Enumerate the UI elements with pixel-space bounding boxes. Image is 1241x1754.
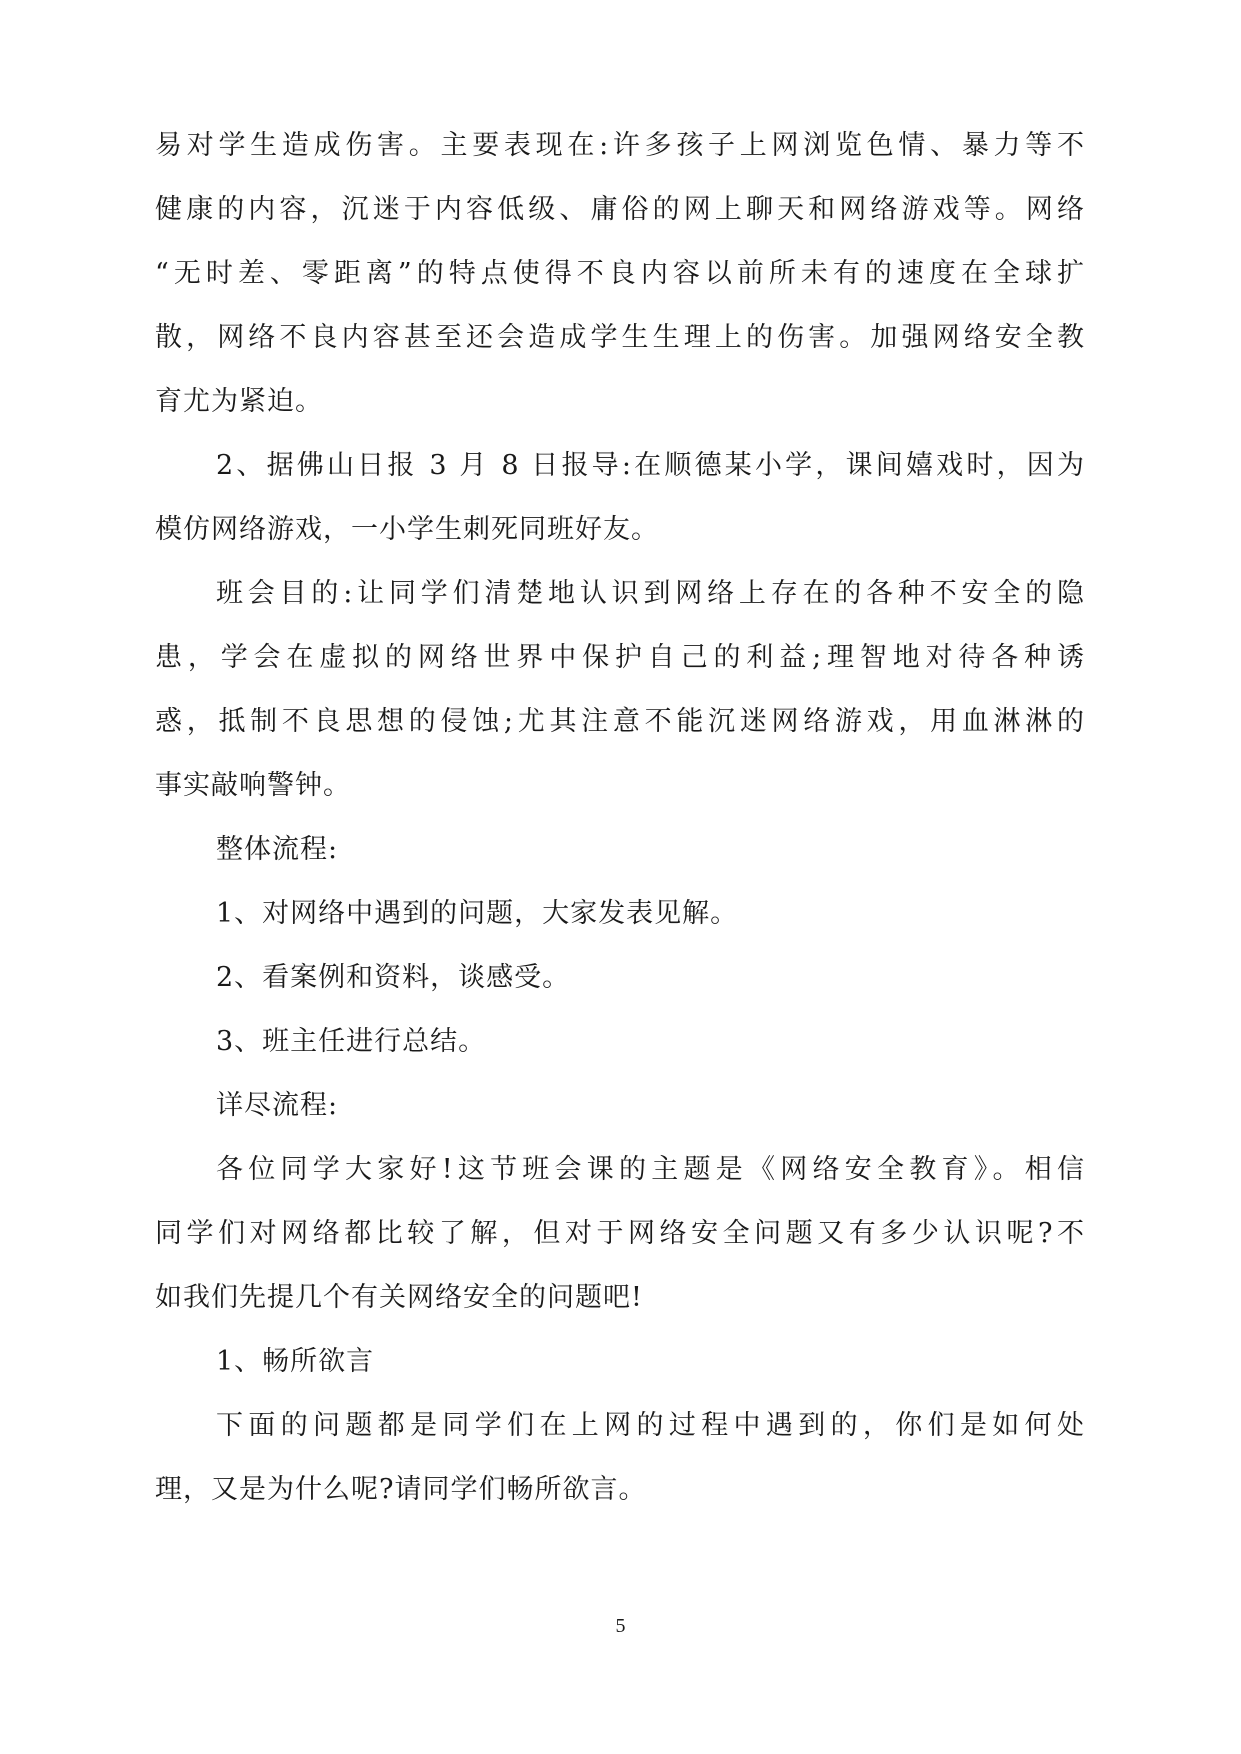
paragraph-line: 理，又是为什么呢?请同学们畅所欲言。 (155, 1474, 647, 1505)
paragraph-line: 散，网络不良内容甚至还会造成学生生理上的伤害。加强网络安全教 (155, 322, 1085, 353)
paragraph-line: 患，学会在虚拟的网络世界中保护自己的利益;理智地对待各种诱 (155, 642, 1085, 673)
list-item: 1、对网络中遇到的问题，大家发表见解。 (216, 898, 739, 929)
paragraph-line: 易对学生造成伤害。主要表现在:许多孩子上网浏览色情、暴力等不 (155, 130, 1085, 161)
paragraph-line: 惑，抵制不良思想的侵蚀;尤其注意不能沉迷网络游戏，用血淋淋的 (155, 706, 1085, 737)
paragraph-line: 如我们先提几个有关网络安全的问题吧! (155, 1282, 643, 1313)
paragraph-line: 班会目的:让同学们清楚地认识到网络上存在的各种不安全的隐 (216, 578, 1085, 609)
paragraph-line: 下面的问题都是同学们在上网的过程中遇到的，你们是如何处 (216, 1410, 1085, 1441)
paragraph-line: 事实敲响警钟。 (155, 770, 351, 801)
paragraph-line: 2、据佛山日报 3 月 8 日报导:在顺德某小学，课间嬉戏时，因为 (216, 450, 1085, 481)
list-item: 3、班主任进行总结。 (216, 1026, 487, 1057)
paragraph-line: 健康的内容，沉迷于内容低级、庸俗的网上聊天和网络游戏等。网络 (155, 194, 1085, 225)
paragraph-line: 育尤为紧迫。 (155, 386, 323, 417)
paragraph-line: 模仿网络游戏，一小学生刺死同班好友。 (155, 514, 659, 545)
section-heading: 整体流程: (216, 834, 339, 865)
list-item: 2、看案例和资料，谈感受。 (216, 962, 571, 993)
page-number: 5 (615, 1615, 626, 1637)
section-heading: 1、畅所欲言 (216, 1346, 375, 1377)
paragraph-line: 同学们对网络都比较了解，但对于网络安全问题又有多少认识呢?不 (155, 1218, 1085, 1249)
paragraph-line: “无时差、零距离”的特点使得不良内容以前所未有的速度在全球扩 (155, 258, 1085, 289)
paragraph-line: 各位同学大家好!这节班会课的主题是《网络安全教育》。相信 (216, 1154, 1085, 1185)
section-heading: 详尽流程: (216, 1090, 339, 1121)
